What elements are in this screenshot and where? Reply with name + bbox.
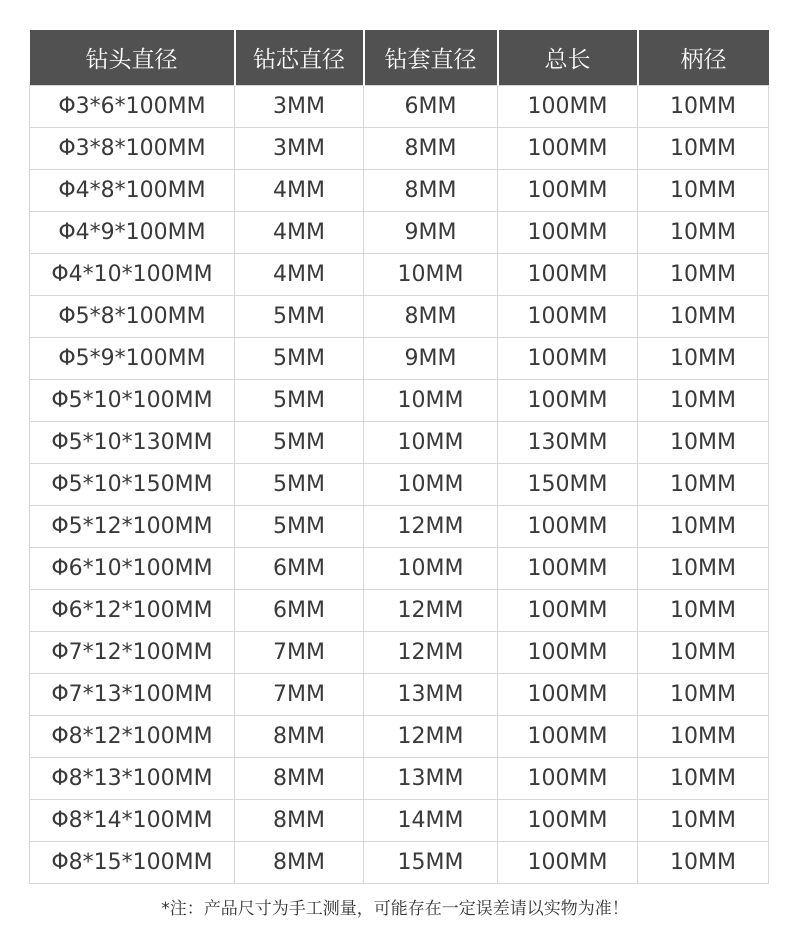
cell-shank-diameter: 10MM (638, 296, 769, 338)
table-row (30, 506, 769, 548)
cell-total-length: 100MM (498, 548, 638, 590)
cell-drill-diameter: Φ5*10*150MM (30, 464, 235, 506)
cell-core-diameter: 7MM (235, 632, 364, 674)
table-row (30, 422, 769, 464)
cell-drill-diameter: Φ4*9*100MM (30, 212, 235, 254)
cell-drill-diameter: Φ6*12*100MM (30, 590, 235, 632)
cell-shank-diameter: 10MM (638, 590, 769, 632)
cell-shank-diameter: 10MM (638, 842, 769, 884)
cell-sleeve-diameter: 10MM (364, 380, 498, 422)
cell-total-length: 100MM (498, 128, 638, 170)
cell-core-diameter: 6MM (235, 590, 364, 632)
header-total-length: 总长 (498, 30, 638, 86)
header-core-diameter: 钻芯直径 (235, 30, 364, 86)
cell-total-length: 100MM (498, 632, 638, 674)
cell-drill-diameter: Φ8*14*100MM (30, 800, 235, 842)
cell-shank-diameter: 10MM (638, 632, 769, 674)
spec-table (29, 30, 769, 884)
cell-total-length: 100MM (498, 716, 638, 758)
cell-total-length: 100MM (498, 590, 638, 632)
cell-drill-diameter: Φ5*8*100MM (30, 296, 235, 338)
cell-total-length: 100MM (498, 506, 638, 548)
table-row (30, 800, 769, 842)
cell-sleeve-diameter: 15MM (364, 842, 498, 884)
cell-shank-diameter: 10MM (638, 548, 769, 590)
cell-total-length: 130MM (498, 422, 638, 464)
cell-core-diameter: 5MM (235, 506, 364, 548)
cell-shank-diameter: 10MM (638, 716, 769, 758)
cell-shank-diameter: 10MM (638, 464, 769, 506)
header-shank-diameter: 柄径 (638, 30, 769, 86)
table-row (30, 380, 769, 422)
cell-core-diameter: 8MM (235, 842, 364, 884)
cell-shank-diameter: 10MM (638, 86, 769, 128)
cell-shank-diameter: 10MM (638, 212, 769, 254)
cell-shank-diameter: 10MM (638, 674, 769, 716)
cell-core-diameter: 5MM (235, 296, 364, 338)
cell-core-diameter: 5MM (235, 422, 364, 464)
cell-total-length: 100MM (498, 800, 638, 842)
table-row (30, 548, 769, 590)
cell-core-diameter: 5MM (235, 464, 364, 506)
cell-drill-diameter: Φ5*10*100MM (30, 380, 235, 422)
cell-total-length: 100MM (498, 758, 638, 800)
table-row (30, 170, 769, 212)
cell-sleeve-diameter: 13MM (364, 674, 498, 716)
cell-drill-diameter: Φ7*13*100MM (30, 674, 235, 716)
cell-drill-diameter: Φ5*12*100MM (30, 506, 235, 548)
table-row (30, 128, 769, 170)
table-body (30, 86, 769, 884)
cell-drill-diameter: Φ4*8*100MM (30, 170, 235, 212)
cell-sleeve-diameter: 6MM (364, 86, 498, 128)
table-row (30, 254, 769, 296)
table-row (30, 296, 769, 338)
cell-shank-diameter: 10MM (638, 800, 769, 842)
cell-total-length: 100MM (498, 212, 638, 254)
cell-shank-diameter: 10MM (638, 758, 769, 800)
header-drill-diameter: 钻头直径 (30, 30, 235, 86)
cell-sleeve-diameter: 9MM (364, 212, 498, 254)
table-row (30, 758, 769, 800)
table-row (30, 842, 769, 884)
cell-total-length: 100MM (498, 296, 638, 338)
cell-drill-diameter: Φ5*10*130MM (30, 422, 235, 464)
cell-total-length: 100MM (498, 380, 638, 422)
cell-core-diameter: 4MM (235, 170, 364, 212)
table-row (30, 716, 769, 758)
table-row (30, 86, 769, 128)
cell-core-diameter: 3MM (235, 86, 364, 128)
cell-drill-diameter: Φ8*15*100MM (30, 842, 235, 884)
cell-core-diameter: 5MM (235, 338, 364, 380)
cell-sleeve-diameter: 8MM (364, 170, 498, 212)
cell-core-diameter: 3MM (235, 128, 364, 170)
cell-drill-diameter: Φ7*12*100MM (30, 632, 235, 674)
measurement-note: *注：产品尺寸为手工测量，可能存在一定误差请以实物为准！ (161, 899, 629, 919)
cell-shank-diameter: 10MM (638, 506, 769, 548)
cell-sleeve-diameter: 12MM (364, 716, 498, 758)
cell-drill-diameter: Φ3*6*100MM (30, 86, 235, 128)
cell-shank-diameter: 10MM (638, 170, 769, 212)
cell-core-diameter: 6MM (235, 548, 364, 590)
cell-drill-diameter: Φ3*8*100MM (30, 128, 235, 170)
table-row (30, 338, 769, 380)
cell-core-diameter: 5MM (235, 380, 364, 422)
table-row (30, 464, 769, 506)
cell-core-diameter: 8MM (235, 800, 364, 842)
cell-sleeve-diameter: 14MM (364, 800, 498, 842)
cell-drill-diameter: Φ6*10*100MM (30, 548, 235, 590)
table-row (30, 590, 769, 632)
cell-sleeve-diameter: 12MM (364, 632, 498, 674)
cell-sleeve-diameter: 10MM (364, 422, 498, 464)
cell-sleeve-diameter: 9MM (364, 338, 498, 380)
cell-sleeve-diameter: 12MM (364, 590, 498, 632)
cell-sleeve-diameter: 8MM (364, 296, 498, 338)
cell-total-length: 150MM (498, 464, 638, 506)
cell-sleeve-diameter: 10MM (364, 464, 498, 506)
table-row (30, 212, 769, 254)
cell-shank-diameter: 10MM (638, 254, 769, 296)
table-row (30, 632, 769, 674)
cell-total-length: 100MM (498, 674, 638, 716)
cell-total-length: 100MM (498, 842, 638, 884)
cell-total-length: 100MM (498, 338, 638, 380)
cell-core-diameter: 8MM (235, 758, 364, 800)
cell-core-diameter: 7MM (235, 674, 364, 716)
cell-shank-diameter: 10MM (638, 422, 769, 464)
cell-total-length: 100MM (498, 170, 638, 212)
cell-sleeve-diameter: 13MM (364, 758, 498, 800)
cell-drill-diameter: Φ5*9*100MM (30, 338, 235, 380)
cell-shank-diameter: 10MM (638, 380, 769, 422)
cell-shank-diameter: 10MM (638, 128, 769, 170)
table-header-row (30, 30, 769, 86)
cell-total-length: 100MM (498, 254, 638, 296)
cell-core-diameter: 4MM (235, 212, 364, 254)
cell-drill-diameter: Φ8*12*100MM (30, 716, 235, 758)
cell-sleeve-diameter: 8MM (364, 128, 498, 170)
cell-sleeve-diameter: 10MM (364, 548, 498, 590)
cell-total-length: 100MM (498, 86, 638, 128)
cell-shank-diameter: 10MM (638, 338, 769, 380)
cell-core-diameter: 4MM (235, 254, 364, 296)
cell-core-diameter: 8MM (235, 716, 364, 758)
cell-sleeve-diameter: 10MM (364, 254, 498, 296)
cell-drill-diameter: Φ4*10*100MM (30, 254, 235, 296)
cell-sleeve-diameter: 12MM (364, 506, 498, 548)
cell-drill-diameter: Φ8*13*100MM (30, 758, 235, 800)
table-row (30, 674, 769, 716)
header-sleeve-diameter: 钻套直径 (364, 30, 498, 86)
